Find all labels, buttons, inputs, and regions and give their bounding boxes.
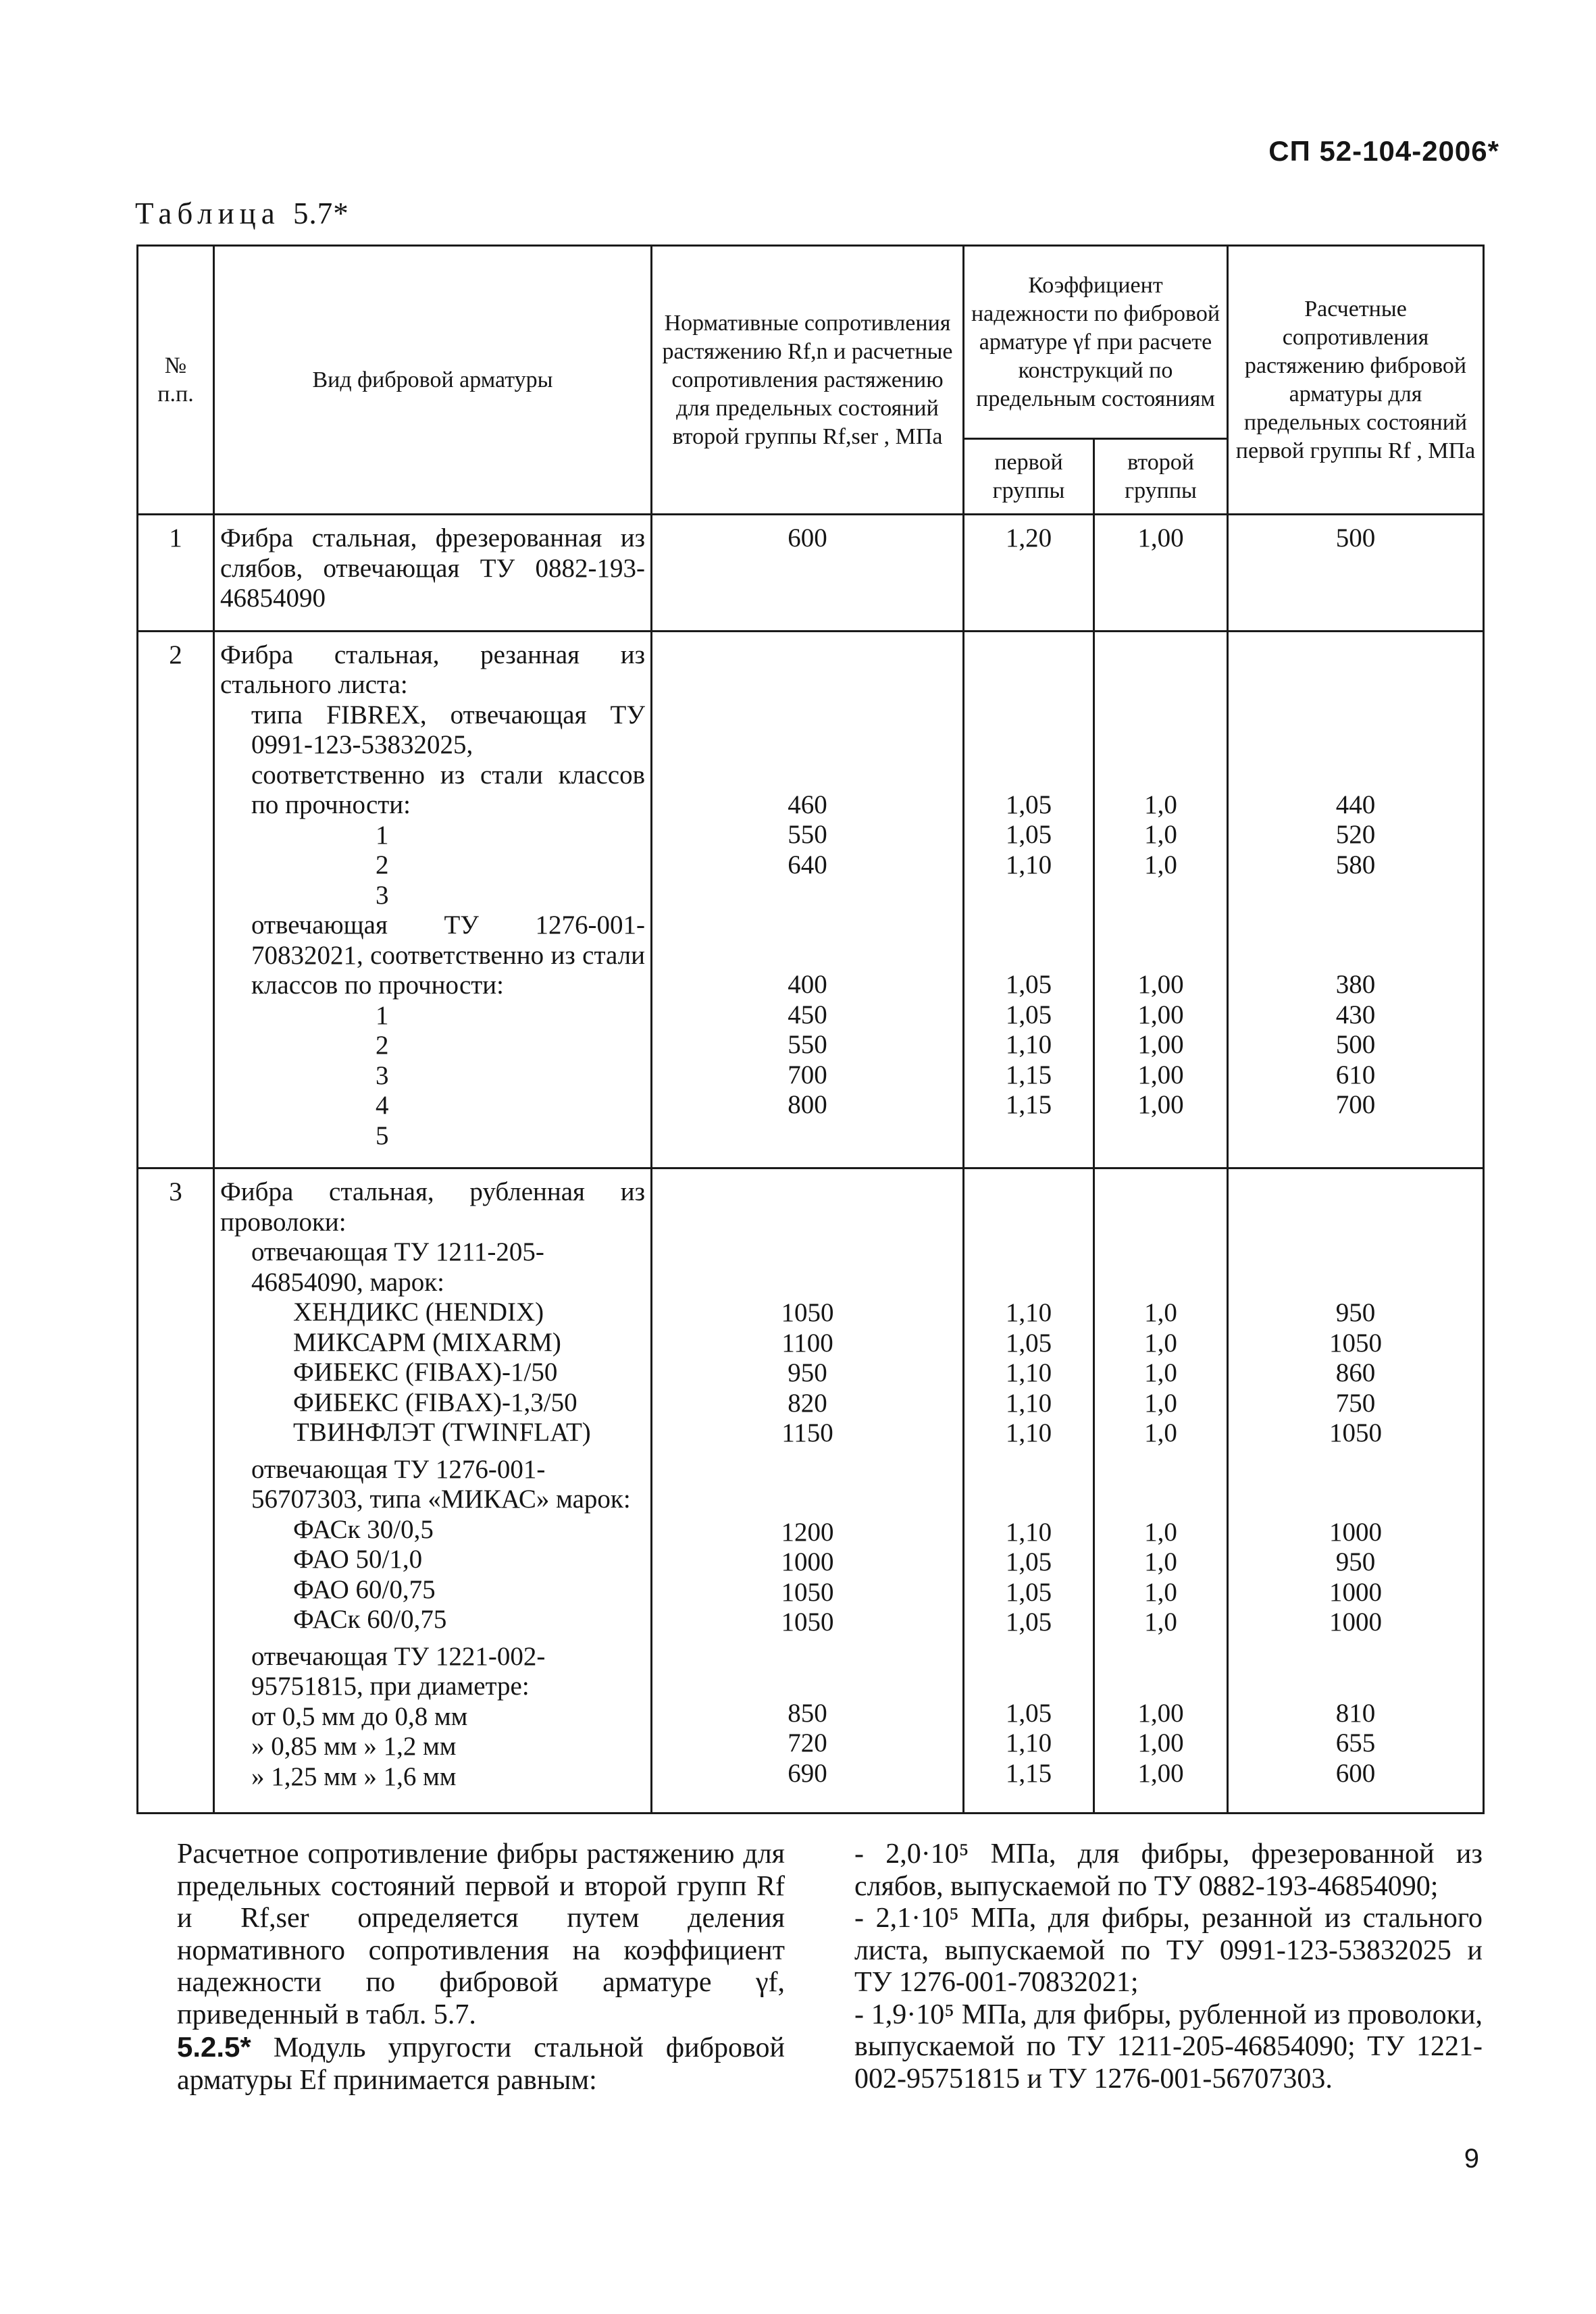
left-text-column	[177, 1839, 785, 2097]
design-value: 600	[1335, 1758, 1376, 1788]
first-group-value: 1,05	[1005, 1698, 1052, 1728]
normative-value: 640	[788, 850, 827, 879]
first-group-value: 1,05	[1005, 1608, 1052, 1637]
design-value: 1000	[1329, 1517, 1383, 1547]
normative-value: 1050	[781, 1608, 834, 1637]
table-caption-number: 5.7*	[292, 197, 349, 230]
design-values	[1228, 631, 1484, 1168]
paragraph-modulus-text: Модуль упругости стальной фибровой арматуры Ef принимается равным:	[177, 2032, 786, 2096]
header-fiber-type: Вид фибровой арматуры	[214, 246, 652, 515]
fiber-subtype: отвечающая ТУ 1276-001-56707303, типа «МИКАС» марок:	[251, 1454, 631, 1514]
fiber-brand: ФИБЕКС (FIBAX)-1,3/50	[293, 1387, 577, 1417]
row-number: 1	[138, 515, 214, 632]
fiber-brand: ТВИНФЛЭТ (TWINFLAT)	[293, 1418, 591, 1447]
first-group-value: 1,10	[1005, 1388, 1052, 1418]
fiber-subtype: типа FIBREX, отвечающая ТУ 0991-123-53832025, соответственно из стали классов по прочности:	[251, 700, 645, 819]
fiber-brand: ФАСк 30/0,5	[293, 1514, 434, 1544]
design-value: 860	[1335, 1358, 1376, 1387]
first-group-value: 1,15	[1005, 1758, 1052, 1788]
first-group-value: 1,10	[1005, 1418, 1052, 1447]
second-group-value: 1,00	[1094, 515, 1228, 632]
table-caption-word: Таблица	[135, 197, 280, 230]
first-group-value: 1,05	[1005, 1577, 1052, 1607]
row-number: 3	[138, 1168, 214, 1814]
header-design-resistance: Расчетные сопротивления растяжению фибровой арматуры для предельных состояний первой группы Rf , МПа	[1228, 246, 1484, 515]
fiber-name: Фибра стальная, резанная из стального листа:	[220, 640, 645, 699]
second-group-values	[1094, 631, 1228, 1168]
second-group-value: 1,00	[1137, 1728, 1184, 1757]
fiber-name-cell	[214, 1168, 652, 1814]
second-group-value: 1,0	[1144, 1517, 1177, 1547]
design-value: 430	[1335, 1000, 1376, 1029]
first-group-value: 1,05	[1005, 1000, 1052, 1029]
header-second-group: второй группы	[1094, 439, 1228, 515]
table-row	[138, 1168, 1484, 1814]
design-value: 580	[1335, 850, 1376, 879]
second-group-value: 1,0	[1144, 820, 1177, 849]
strength-class: 1	[376, 820, 389, 850]
second-group-values	[1094, 1168, 1228, 1814]
first-group-value: 1,10	[1005, 850, 1052, 879]
design-value: 440	[1335, 790, 1376, 819]
table-row	[138, 631, 1484, 1168]
first-group-value: 1,10	[1005, 1517, 1052, 1547]
design-value: 500	[1335, 1030, 1376, 1059]
second-group-value: 1,0	[1144, 1577, 1177, 1607]
first-group-value: 1,10	[1005, 1358, 1052, 1387]
header-first-group: первой группы	[964, 439, 1094, 515]
header-number: № п.п.	[138, 246, 214, 515]
design-values	[1228, 1168, 1484, 1814]
modulus-item: - 2,1·10⁵ МПа, для фибры, резанной из стального листа, выпускаемой по ТУ 0991-123-53832025 и ТУ 1276-001-70832021;	[854, 1903, 1483, 1998]
normative-value: 1050	[781, 1298, 834, 1327]
first-group-value: 1,05	[1005, 820, 1052, 849]
strength-class: 2	[376, 850, 389, 879]
normative-value: 800	[788, 1090, 827, 1119]
second-group-value: 1,00	[1137, 1758, 1184, 1788]
design-value: 610	[1335, 1060, 1376, 1089]
second-group-value: 1,0	[1144, 1388, 1177, 1418]
paragraph-resistance: Расчетное сопротивление фибры растяжению для предельных состояний первой и второй групп Rf и Rf,ser определяется путем деления нормативного сопротивления на коэффициент надежности по фибровой арматуре γf, приведенный в табл. 5.7.	[177, 1839, 785, 2030]
normative-value: 950	[788, 1358, 827, 1387]
strength-class: 5	[376, 1121, 389, 1150]
section-number: 5.2.5*	[177, 2031, 251, 2063]
first-group-value: 1,05	[1005, 1547, 1052, 1576]
second-group-value: 1,00	[1137, 1090, 1184, 1119]
first-group-value: 1,15	[1005, 1090, 1052, 1119]
strength-class: 3	[376, 880, 389, 910]
second-group-value: 1,0	[1144, 1328, 1177, 1358]
design-value: 950	[1335, 1298, 1376, 1327]
normative-value: 550	[788, 1030, 827, 1059]
first-group-value: 1,10	[1005, 1728, 1052, 1757]
design-value: 655	[1335, 1728, 1376, 1757]
second-group-value: 1,0	[1144, 1608, 1177, 1637]
normative-value: 700	[788, 1060, 827, 1089]
design-value: 520	[1335, 820, 1376, 849]
fiber-name: Фибра стальная, рубленная из проволоки:	[220, 1177, 645, 1237]
normative-value: 460	[788, 790, 827, 819]
fiber-brand: МИКСАРМ (MIXARM)	[293, 1327, 561, 1357]
strength-class: 1	[376, 1000, 389, 1030]
design-value: 380	[1335, 970, 1376, 999]
second-group-value: 1,0	[1144, 1418, 1177, 1447]
design-value: 1000	[1329, 1577, 1383, 1607]
design-value: 700	[1335, 1090, 1376, 1119]
second-group-value: 1,0	[1144, 850, 1177, 879]
document-code: СП 52-104-2006*	[1268, 135, 1499, 167]
fiber-name-cell	[214, 631, 652, 1168]
normative-value: 850	[788, 1698, 827, 1728]
normative-value: 720	[788, 1728, 827, 1757]
paragraph-modulus	[177, 2031, 785, 2097]
design-value: 1050	[1329, 1328, 1383, 1358]
strength-class: 3	[376, 1060, 389, 1090]
normative-value: 1100	[781, 1328, 833, 1358]
design-value: 750	[1335, 1388, 1376, 1418]
normative-value: 820	[788, 1388, 827, 1418]
first-group-value: 1,10	[1005, 1030, 1052, 1059]
header-reliability-coefficient: Коэффициент надежности по фибровой арматуре γf при расчете конструкций по предельным состояниям	[964, 246, 1228, 439]
fiber-name: Фибра стальная, фрезерованная из слябов, отвечающая ТУ 0882-193-46854090	[214, 515, 652, 632]
table-caption	[135, 196, 349, 231]
fiber-subtype: отвечающая ТУ 1276-001-70832021, соответственно из стали классов по прочности:	[251, 910, 645, 1000]
normative-value: 450	[788, 1000, 827, 1029]
first-group-value: 1,15	[1005, 1060, 1052, 1089]
normative-value: 1150	[781, 1418, 833, 1447]
normative-value: 550	[788, 820, 827, 849]
fiber-brand: ФАО 60/0,75	[293, 1574, 436, 1604]
design-value: 1000	[1329, 1608, 1383, 1637]
fiber-table	[136, 245, 1485, 1814]
second-group-value: 1,00	[1137, 970, 1184, 999]
fiber-brand: ФАО 50/1,0	[293, 1545, 423, 1574]
normative-values	[652, 1168, 964, 1814]
fiber-subtype: отвечающая ТУ 1211-205-46854090, марок:	[251, 1237, 544, 1297]
modulus-item: - 1,9·10⁵ МПа, для фибры, рубленной из проволоки, выпускаемой по ТУ 1211-205-46854090; ТУ 1221-002-95751815 и ТУ 1276-001-56707303.	[854, 1999, 1483, 2094]
normative-value: 600	[652, 515, 964, 632]
second-group-value: 1,0	[1144, 1358, 1177, 1387]
first-group-value: 1,05	[1005, 790, 1052, 819]
right-text-column	[854, 1839, 1483, 2095]
second-group-value: 1,00	[1137, 1000, 1184, 1029]
page-number: 9	[1464, 2144, 1479, 2174]
header-normative-resistance: Нормативные сопротивления растяжению Rf,n и расчетные сопротивления растяжению для предельных состояний второй группы Rf,ser , МПа	[652, 246, 964, 515]
design-value: 950	[1335, 1547, 1376, 1576]
first-group-values	[964, 631, 1094, 1168]
fiber-diameter: » 0,85 мм » 1,2 мм	[251, 1732, 457, 1761]
normative-value: 1000	[781, 1547, 834, 1576]
second-group-value: 1,0	[1144, 790, 1177, 819]
fiber-diameter: от 0,5 мм до 0,8 мм	[251, 1701, 468, 1731]
table-row	[138, 515, 1484, 632]
first-group-value: 1,10	[1005, 1298, 1052, 1327]
normative-value: 400	[788, 970, 827, 999]
design-value: 810	[1335, 1698, 1376, 1728]
design-value: 500	[1228, 515, 1484, 632]
second-group-value: 1,0	[1144, 1547, 1177, 1576]
row-number: 2	[138, 631, 214, 1168]
first-group-value: 1,05	[1005, 1328, 1052, 1358]
strength-class: 2	[376, 1031, 389, 1060]
fiber-subtype: отвечающая ТУ 1221-002-95751815, при диаметре:	[251, 1641, 546, 1701]
first-group-value: 1,20	[964, 515, 1094, 632]
modulus-item: - 2,0·10⁵ МПа, для фибры, фрезерованной из слябов, выпускаемой по ТУ 0882-193-46854090;	[854, 1839, 1483, 1902]
first-group-value: 1,05	[1005, 970, 1052, 999]
strength-class: 4	[376, 1091, 389, 1120]
fiber-brand: ХЕНДИКС (HENDIX)	[293, 1297, 544, 1327]
fiber-brand: ФИБЕКС (FIBAX)-1/50	[293, 1358, 558, 1387]
normative-value: 690	[788, 1758, 827, 1788]
fiber-brand: ФАСк 60/0,75	[293, 1605, 447, 1634]
second-group-value: 1,00	[1137, 1060, 1184, 1089]
second-group-value: 1,00	[1137, 1698, 1184, 1728]
normative-value: 1050	[781, 1577, 834, 1607]
fiber-diameter: » 1,25 мм » 1,6 мм	[251, 1762, 457, 1791]
second-group-value: 1,00	[1137, 1030, 1184, 1059]
design-value: 1050	[1329, 1418, 1383, 1447]
second-group-value: 1,0	[1144, 1298, 1177, 1327]
normative-value: 1200	[781, 1517, 834, 1547]
first-group-values	[964, 1168, 1094, 1814]
normative-values	[652, 631, 964, 1168]
